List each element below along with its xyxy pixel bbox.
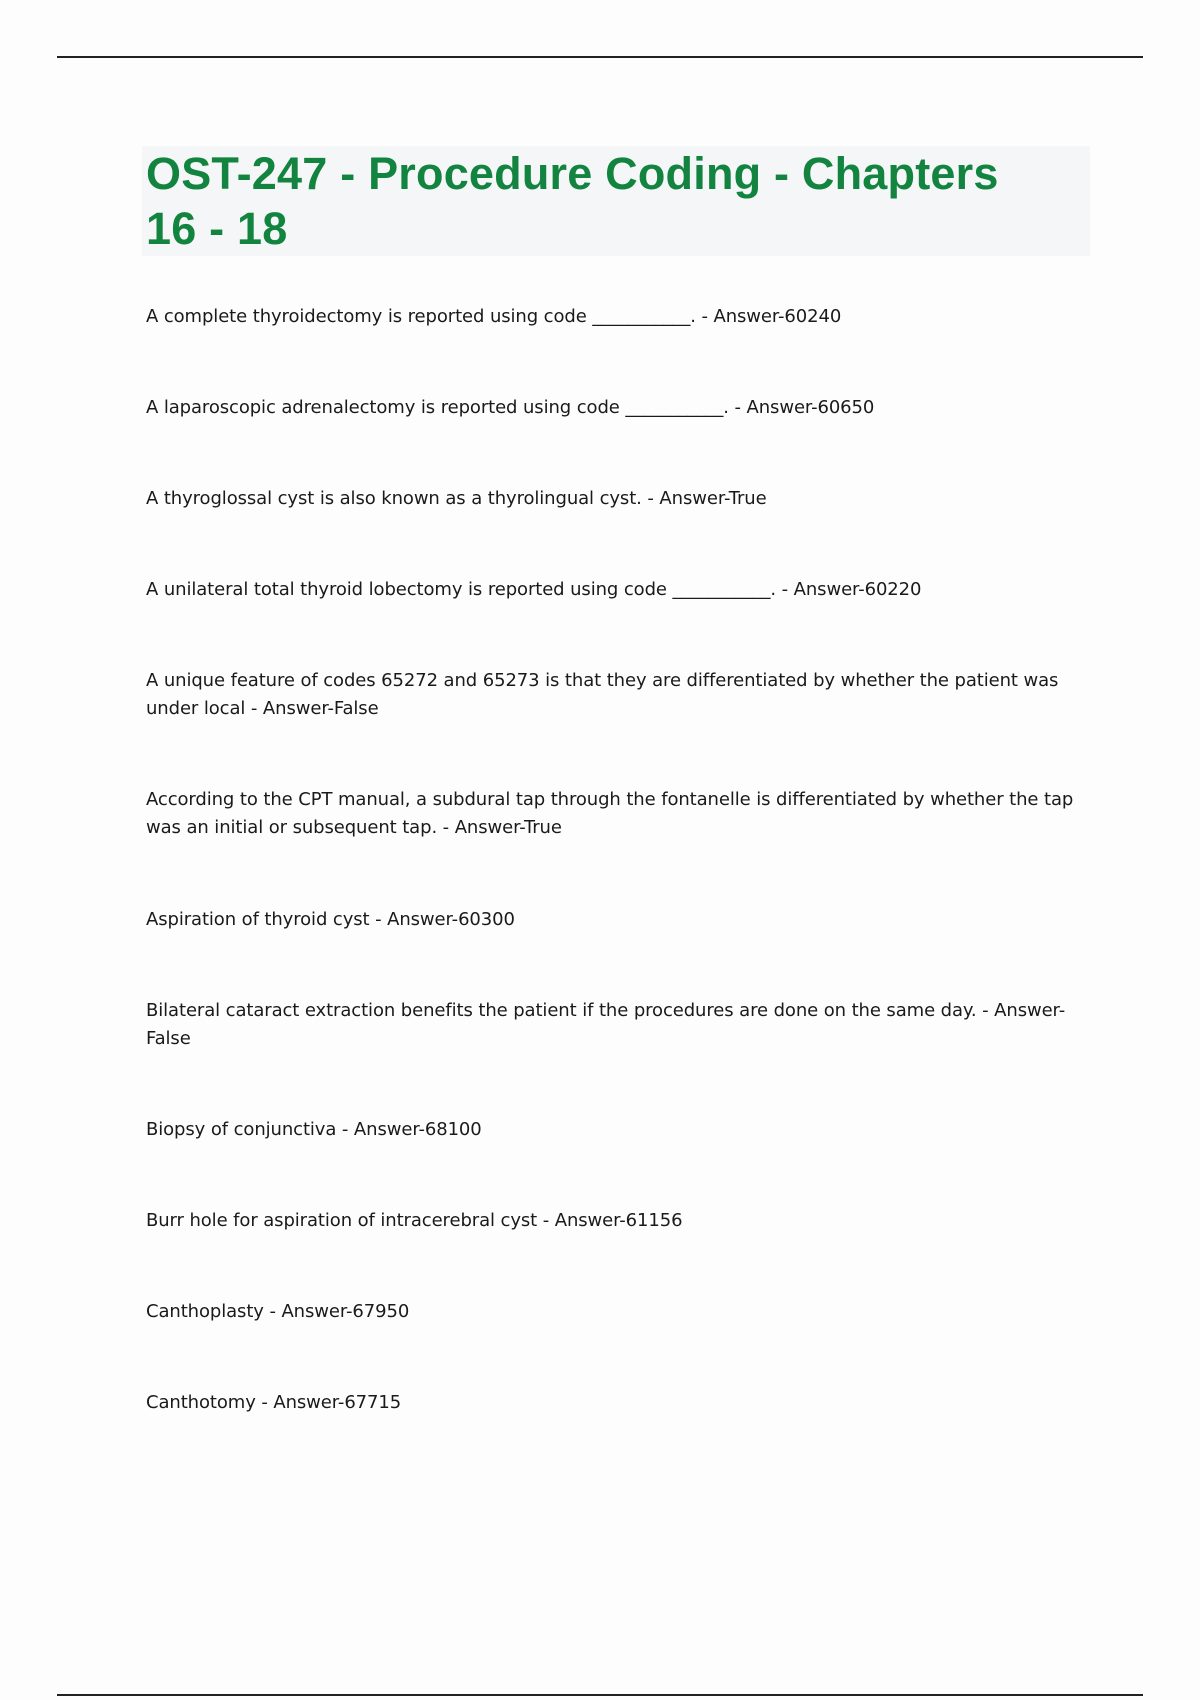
document-title-line-2: 16 - 18 [146,203,288,254]
qa-item-5: A unique feature of codes 65272 and 65273 is that they are differentiated by whether the patient was under local - Answer-False [146,670,1059,719]
qa-item-4: A unilateral total thyroid lobectomy is reported using code ___________. - Answer-60220 [146,579,922,600]
qa-item-6: According to the CPT manual, a subdural tap through the fontanelle is differentiated by whether the tap was an initial or subsequent tap. - Answer-True [146,789,1074,838]
document-title-line-1: OST-247 - Procedure Coding - Chapters [146,148,999,199]
document-title [146,146,1090,256]
qa-item-11: Canthoplasty - Answer-67950 [146,1301,410,1322]
qa-item-1: A complete thyroidectomy is reported using code ___________. - Answer-60240 [146,306,842,327]
qa-item-2: A laparoscopic adrenalectomy is reported using code ___________. - Answer-60650 [146,397,875,418]
qa-item-7: Aspiration of thyroid cyst - Answer-60300 [146,909,515,930]
qa-item-10: Burr hole for aspiration of intracerebral cyst - Answer-61156 [146,1210,683,1231]
qa-item-9: Biopsy of conjunctiva - Answer-68100 [146,1119,482,1140]
footer-rule [57,1694,1143,1696]
qa-item-3: A thyroglossal cyst is also known as a thyrolingual cyst. - Answer-True [146,488,767,509]
header-rule [57,56,1143,58]
qa-item-8: Bilateral cataract extraction benefits the patient if the procedures are done on the same day. - Answer-False [146,1000,1066,1049]
qa-item-12: Canthotomy - Answer-67715 [146,1392,402,1413]
